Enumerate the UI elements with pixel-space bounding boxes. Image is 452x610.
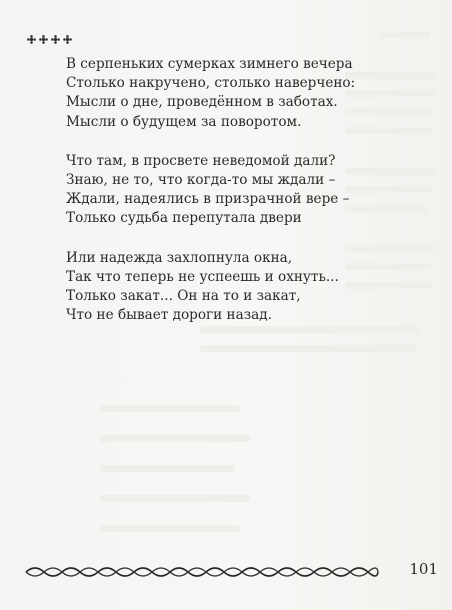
poem-line: Только судьба перепутала двери [66,210,302,227]
poem-line: Столько накручено, столько наверчено: [66,75,356,92]
bottom-ornament [24,564,380,580]
flourish-icon [27,29,36,38]
poem-line: Так что теперь не успеешь и охнуть... [66,268,339,285]
flourish-icon [63,29,72,38]
poem-line: Только закат... Он на то и закат, [66,288,301,305]
top-ornament [27,29,72,38]
stanza [66,55,366,132]
stanza [66,249,366,326]
bleed-through-text [100,405,240,412]
bleed-through-text [380,31,430,38]
bleed-through-text [100,495,250,502]
flourish-icon [51,29,60,38]
poem [66,55,366,345]
bleed-through-text [200,345,415,352]
poem-line: Или надежда захлопнула окна, [66,249,293,266]
bleed-through-text [100,435,250,442]
bleed-through-text [100,465,235,472]
bleed-through-text [100,525,240,532]
poem-line: Что не бывает дороги назад. [66,307,272,324]
poem-line: Знаю, не то, что когда-то мы ждали – [66,172,336,189]
poem-line: Что там, в просвете неведомой дали? [66,152,336,169]
stanza [66,152,366,229]
poem-line: Ждали, надеялись в призрачной вере – [66,191,350,208]
poem-line: В серпеньких сумерках зимнего вечера [66,56,353,72]
page-number: 101 [409,560,438,578]
poem-line: Мысли о дне, проведённом в заботах. [66,94,338,111]
poem-line: Мысли о будущем за поворотом. [66,113,302,130]
flourish-icon [39,29,48,38]
